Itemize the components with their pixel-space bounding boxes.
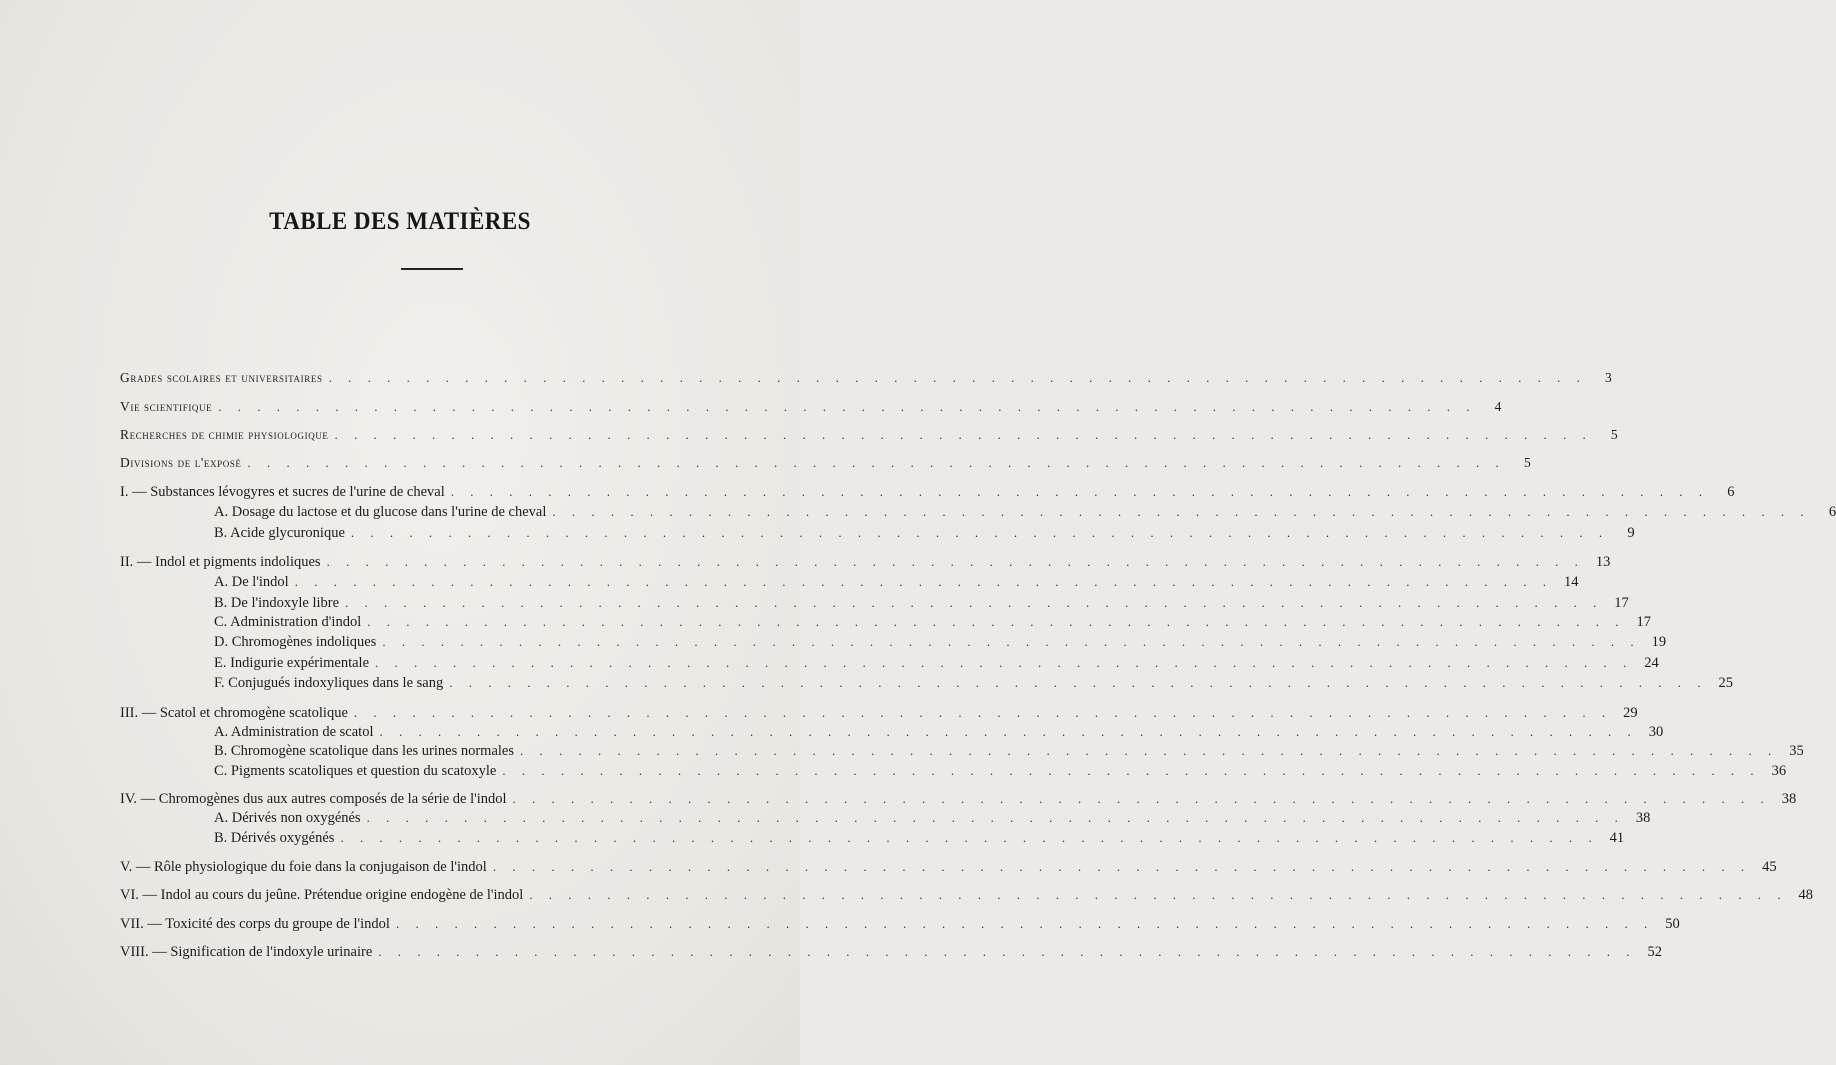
leader-dots: . . . . . . . . . . . . . . . . . . . . . . . . . . . . . . . . . . . . . . . . . . . . . . . . . . . . . . . . . . . . . . . . . bbox=[334, 427, 1593, 442]
toc-subentry bbox=[214, 502, 1836, 522]
toc-entry-label: II. — Indol et pigments indoliques bbox=[120, 554, 321, 570]
toc-section bbox=[120, 552, 1611, 572]
toc-entry-page: 6 bbox=[1727, 484, 1735, 500]
leader-dots: . . . . . . . . . . . . . . . . . . . . . . . . . . . . . . . . . . . . . . . . . . . . . . . . . . . . . . . . . . . . . . . . . bbox=[520, 743, 1778, 758]
toc-section bbox=[120, 857, 1777, 877]
toc-entry-page: 13 bbox=[1595, 554, 1611, 570]
toc-section bbox=[120, 789, 1797, 809]
toc-subentry bbox=[214, 722, 1664, 742]
toc-subentry bbox=[214, 808, 1651, 828]
toc-entry-label: B. Chromogène scatolique dans les urines normales bbox=[214, 743, 515, 759]
toc-entry-label: Divisions de l'exposé bbox=[120, 455, 242, 470]
leader-dots: . . . . . . . . . . . . . . . . . . . . . . . . . . . . . . . . . . . . . . . . . . . . . . . . . . . . . . . . . . . . . . . . . bbox=[379, 724, 1638, 739]
toc-entry-page: 30 bbox=[1648, 724, 1664, 740]
leader-dots: . . . . . . . . . . . . . . . . . . . . . . . . . . . . . . . . . . . . . . . . . . . . . . . . . . . . . . . . . . . . . . . . . bbox=[247, 455, 1506, 470]
toc-entry-label: E. Indigurie expérimentale bbox=[214, 655, 370, 671]
toc-entry-page: 5 bbox=[1610, 427, 1619, 442]
toc-subentry bbox=[214, 523, 1635, 543]
leader-dots: . . . . . . . . . . . . . . . . . . . . . . . . . . . . . . . . . . . . . . . . . . . . . . . . . . . . . . . . . . . . . . . . . bbox=[382, 634, 1641, 649]
leader-dots: . . . . . . . . . . . . . . . . . . . . . . . . . . . . . . . . . . . . . . . . . . . . . . . . . . . . . . . . . . . . . . . . . bbox=[345, 595, 1603, 610]
leader-dots: . . . . . . . . . . . . . . . . . . . . . . . . . . . . . . . . . . . . . . . . . . . . . . . . . . . . . . . . . . . . . . . . . bbox=[218, 399, 1476, 414]
toc-entry-page: 14 bbox=[1563, 574, 1579, 590]
leader-dots: . . . . . . . . . . . . . . . . . . . . . . . . . . . . . . . . . . . . . . . . . . . . . . . . . . . . . . . . . . . . . . . . . bbox=[340, 830, 1599, 845]
leader-dots: . . . . . . . . . . . . . . . . . . . . . . . . . . . . . . . . . . . . . . . . . . . . . . . . . . . . . . . . . . . . . . . . . bbox=[353, 705, 1612, 720]
toc-entry-label: B. Acide glycuronique bbox=[214, 525, 345, 541]
toc-entry-page: 25 bbox=[1718, 675, 1733, 691]
leader-dots: . . . . . . . . . . . . . . . . . . . . . . . . . . . . . . . . . . . . . . . . . . . . . . . . . . . . . . . . . . . . . . . . . bbox=[366, 810, 1625, 825]
toc-subentry bbox=[214, 612, 1651, 632]
toc-entry-page: 4 bbox=[1494, 399, 1502, 414]
toc-entry-label: D. Chromogènes indoliques bbox=[214, 634, 377, 650]
toc-entry-page: 45 bbox=[1762, 859, 1777, 875]
leader-dots: . . . . . . . . . . . . . . . . . . . . . . . . . . . . . . . . . . . . . . . . . . . . . . . . . . . . . . . . . . . . . . . . . bbox=[492, 859, 1751, 874]
toc-entry-page: 52 bbox=[1647, 944, 1663, 960]
leader-dots: . . . . . . . . . . . . . . . . . . . . . . . . . . . . . . . . . . . . . . . . . . . . . . . . . . . . . . . . . . . . . . . . . bbox=[395, 916, 1654, 931]
toc-entry-label: VII. — Toxicité des corps du groupe de l'indol bbox=[120, 916, 390, 932]
toc-entry-label: Vie scientifique bbox=[120, 399, 213, 414]
toc-section bbox=[120, 703, 1638, 723]
leader-dots: . . . . . . . . . . . . . . . . . . . . . . . . . . . . . . . . . . . . . . . . . . . . . . . . . . . . . . . . . . . . . . . . . bbox=[328, 370, 1587, 385]
toc-entry-page: 19 bbox=[1651, 634, 1667, 650]
toc-entry-label: Recherches de chimie physiologique bbox=[120, 427, 329, 442]
toc-section bbox=[120, 942, 1663, 962]
toc-entry bbox=[120, 397, 1502, 417]
toc-section bbox=[120, 914, 1680, 934]
toc-entry-page: 24 bbox=[1644, 655, 1659, 671]
toc-subentry bbox=[214, 761, 1787, 781]
toc-entry-page: 41 bbox=[1609, 830, 1625, 846]
toc-entry-page: 3 bbox=[1604, 370, 1613, 385]
toc-entry-label: I. — Substances lévogyres et sucres de l'urine de cheval bbox=[120, 484, 445, 500]
toc-entry-page: 29 bbox=[1623, 705, 1638, 721]
leader-dots: . . . . . . . . . . . . . . . . . . . . . . . . . . . . . . . . . . . . . . . . . . . . . . . . . . . . . . . . . . . . . . . . . bbox=[502, 763, 1761, 778]
toc-entry-page: 38 bbox=[1635, 810, 1651, 826]
toc-entry-page: 17 bbox=[1636, 614, 1651, 630]
toc-entry-label: Grades scolaires et universitaires bbox=[120, 370, 323, 385]
toc-entry-page: 6 bbox=[1828, 504, 1836, 520]
toc-entry-label: III. — Scatol et chromogène scatolique bbox=[120, 705, 348, 721]
toc-entry-label: A. Dosage du lactose et du glucose dans l'urine de cheval bbox=[214, 504, 547, 520]
leader-dots: . . . . . . . . . . . . . . . . . . . . . . . . . . . . . . . . . . . . . . . . . . . . . . . . . . . . . . . . . . . . . . . . . bbox=[375, 655, 1633, 670]
toc-entry bbox=[120, 368, 1613, 388]
leader-dots: . . . . . . . . . . . . . . . . . . . . . . . . . . . . . . . . . . . . . . . . . . . . . . . . . . . . . . . . . . . . . . . . . bbox=[326, 554, 1585, 569]
leader-dots: . . . . . . . . . . . . . . . . . . . . . . . . . . . . . . . . . . . . . . . . . . . . . . . . . . . . . . . . . . . . . . . . . bbox=[529, 887, 1788, 902]
toc-entry-label: C. Administration d'indol bbox=[214, 614, 362, 630]
toc-entry-label: F. Conjugués indoxyliques dans le sang bbox=[214, 675, 444, 691]
toc-entry-label: V. — Rôle physiologique du foie dans la conjugaison de l'indol bbox=[120, 859, 487, 875]
toc-subentry bbox=[214, 593, 1629, 613]
toc-entry-page: 9 bbox=[1627, 525, 1635, 541]
toc-entry-label: A. Dérivés non oxygénés bbox=[214, 810, 361, 826]
toc-entry-label: VI. — Indol au cours du jeûne. Prétendue origine endogène de l'indol bbox=[120, 887, 524, 903]
page-title: TABLE DES MATIÈRES bbox=[269, 208, 531, 235]
toc-entry bbox=[120, 453, 1532, 473]
toc-entry-label: A. De l'indol bbox=[214, 574, 289, 590]
toc-entry-label: B. De l'indoxyle libre bbox=[214, 595, 340, 611]
toc-entry-page: 35 bbox=[1789, 743, 1804, 759]
leader-dots: . . . . . . . . . . . . . . . . . . . . . . . . . . . . . . . . . . . . . . . . . . . . . . . . . . . . . . . . . . . . . . . . . bbox=[367, 614, 1625, 629]
leader-dots: . . . . . . . . . . . . . . . . . . . . . . . . . . . . . . . . . . . . . . . . . . . . . . . . . . . . . . . . . . . . . . . . . bbox=[350, 525, 1609, 540]
toc-subentry bbox=[214, 572, 1579, 592]
leader-dots: . . . . . . . . . . . . . . . . . . . . . . . . . . . . . . . . . . . . . . . . . . . . . . . . . . . . . . . . . . . . . . . . . bbox=[552, 504, 1811, 519]
toc-entry-page: 50 bbox=[1665, 916, 1680, 932]
toc-entry-page: 17 bbox=[1614, 595, 1629, 611]
toc-entry-page: 36 bbox=[1771, 763, 1787, 779]
leader-dots: . . . . . . . . . . . . . . . . . . . . . . . . . . . . . . . . . . . . . . . . . . . . . . . . . . . . . . . . . . . . . . . . . bbox=[450, 484, 1709, 499]
toc-entry-page: 38 bbox=[1781, 791, 1797, 807]
toc-entry bbox=[120, 425, 1619, 445]
leader-dots: . . . . . . . . . . . . . . . . . . . . . . . . . . . . . . . . . . . . . . . . . . . . . . . . . . . . . . . . . . . . . . . . . bbox=[294, 574, 1553, 589]
toc-entry-label: B. Dérivés oxygénés bbox=[214, 830, 335, 846]
toc-subentry bbox=[214, 632, 1667, 652]
toc-section bbox=[120, 885, 1814, 905]
toc-entry-page: 5 bbox=[1523, 455, 1532, 470]
toc-subentry bbox=[214, 653, 1659, 673]
toc-entry-label: IV. — Chromogènes dus aux autres composés de la série de l'indol bbox=[120, 791, 507, 807]
toc-section bbox=[120, 482, 1735, 502]
toc-entry-page: 48 bbox=[1798, 887, 1814, 903]
toc-subentry bbox=[214, 828, 1625, 848]
toc-entry-label: A. Administration de scatol bbox=[214, 724, 374, 740]
leader-dots: . . . . . . . . . . . . . . . . . . . . . . . . . . . . . . . . . . . . . . . . . . . . . . . . . . . . . . . . . . . . . . . . . bbox=[512, 791, 1771, 806]
toc-entry-label: VIII. — Signification de l'indoxyle urinaire bbox=[120, 944, 373, 960]
leader-dots: . . . . . . . . . . . . . . . . . . . . . . . . . . . . . . . . . . . . . . . . . . . . . . . . . . . . . . . . . . . . . . . . . bbox=[449, 675, 1707, 690]
toc-subentry bbox=[214, 673, 1733, 693]
toc-subentry bbox=[214, 741, 1804, 761]
leader-dots: . . . . . . . . . . . . . . . . . . . . . . . . . . . . . . . . . . . . . . . . . . . . . . . . . . . . . . . . . . . . . . . . . bbox=[378, 944, 1637, 959]
toc-entry-label: C. Pigments scatoliques et question du scatoxyle bbox=[214, 763, 497, 779]
